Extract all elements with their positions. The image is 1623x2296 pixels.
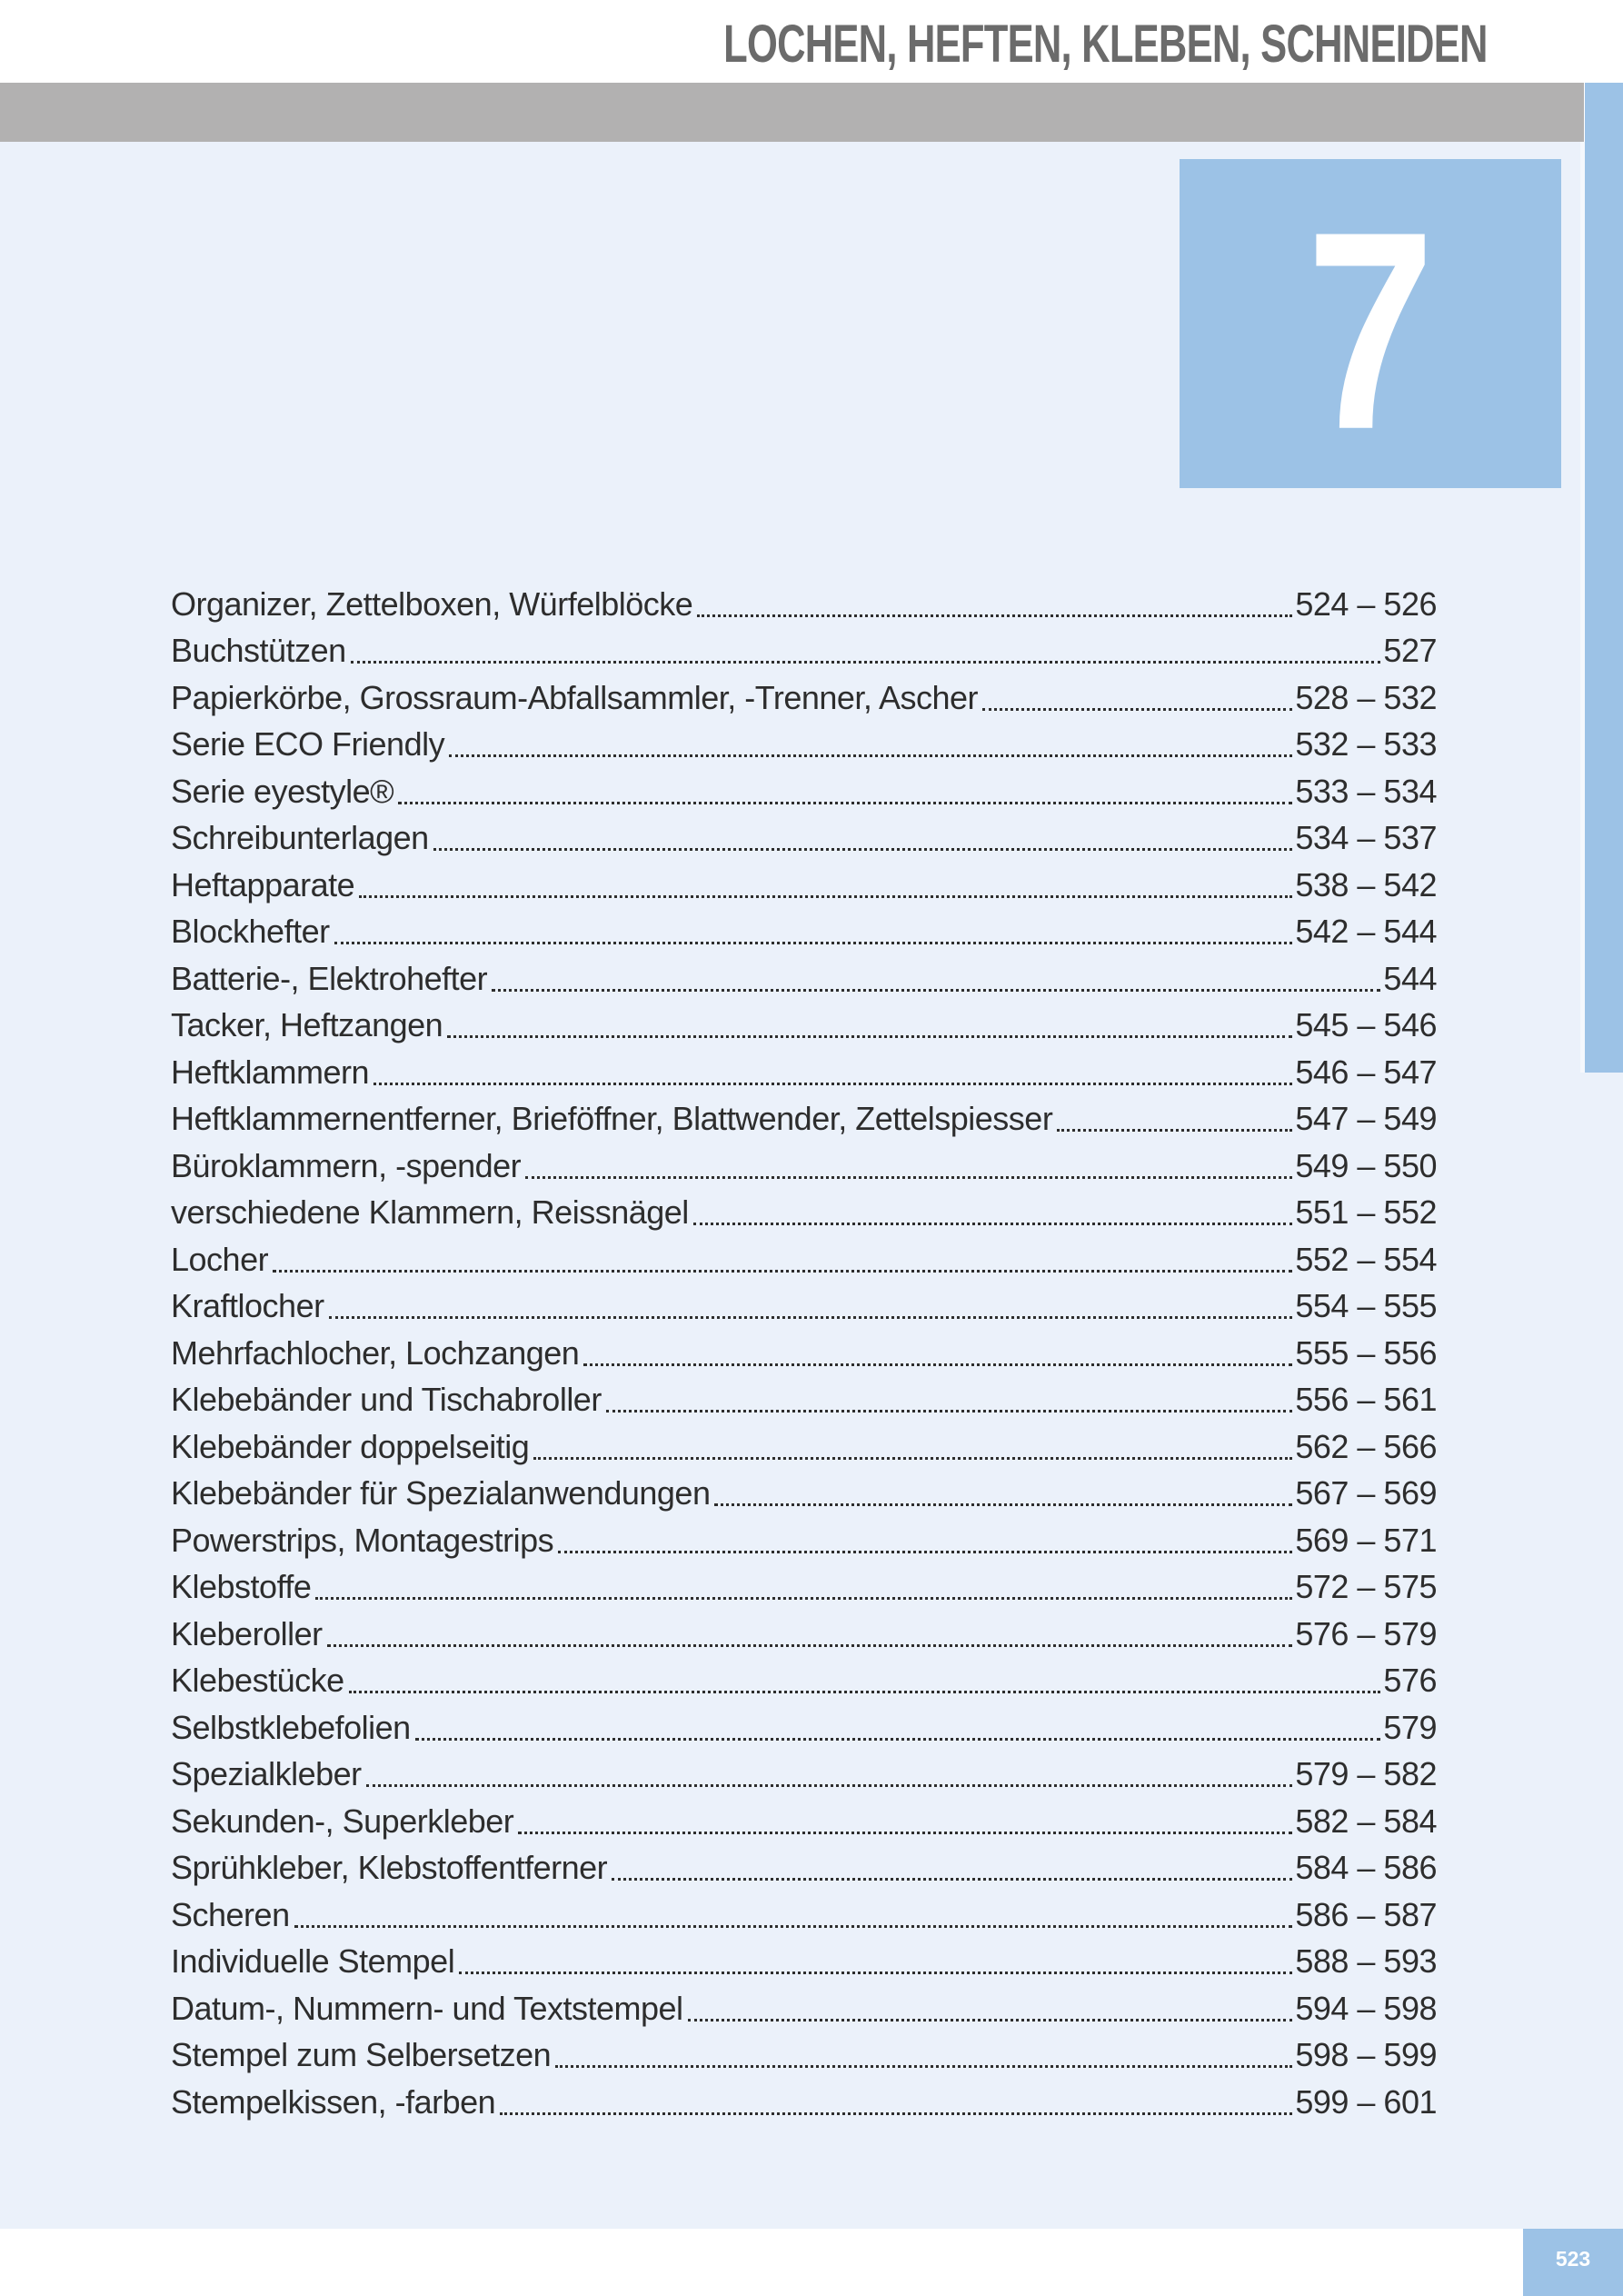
toc-entry-label: Sprühkleber, Klebstoffentferner <box>171 1849 608 1886</box>
toc-dot-leader <box>459 1972 1292 1974</box>
toc-entry-label: Schreibunterlagen <box>171 819 429 856</box>
toc-row <box>171 1749 1437 1796</box>
toc-row <box>171 1842 1437 1890</box>
toc-row <box>171 1889 1437 1936</box>
toc-entry-pages: 594 – 598 <box>1295 1989 1437 2027</box>
toc-dot-leader <box>273 1270 1292 1273</box>
toc-entry-pages: 527 <box>1383 632 1437 669</box>
toc-entry-pages: 549 – 550 <box>1295 1146 1437 1184</box>
toc-row <box>171 953 1437 1000</box>
toc-entry-pages: 555 – 556 <box>1295 1333 1437 1372</box>
toc-row <box>171 1187 1437 1234</box>
toc-dot-leader <box>525 1176 1292 1179</box>
toc-row <box>171 1046 1437 1093</box>
page-number: 523 <box>1555 2246 1591 2271</box>
toc-entry-pages: 534 – 537 <box>1295 819 1437 856</box>
toc-entry-label: Scheren <box>171 1895 290 1933</box>
toc-entry-pages: 582 – 584 <box>1295 1802 1437 1840</box>
toc-dot-leader <box>373 1083 1292 1085</box>
toc-row <box>171 2076 1437 2123</box>
toc-row <box>171 1982 1437 2030</box>
toc-entry-pages: 586 – 587 <box>1295 1895 1437 1933</box>
toc-row <box>171 1233 1437 1281</box>
toc-entry-label: Papierkörbe, Grossraum-Abfallsammler, -Trenner, Ascher <box>171 678 978 716</box>
toc-dot-leader <box>329 1316 1293 1319</box>
toc-entry-label: Klebstoffe <box>171 1568 312 1605</box>
toc-entry-pages: 544 <box>1383 959 1437 997</box>
toc-dot-leader <box>518 1832 1292 1834</box>
toc-entry-label: Individuelle Stempel <box>171 1942 455 1980</box>
toc-entry-label: Serie eyestyle® <box>171 772 394 810</box>
toc-entry-pages: 524 – 526 <box>1295 584 1437 623</box>
toc-dot-leader <box>697 614 1292 617</box>
header-rule <box>0 83 1584 142</box>
toc-entry-pages: 542 – 544 <box>1295 913 1437 950</box>
toc-dot-leader <box>447 1035 1292 1038</box>
toc-row <box>171 1655 1437 1702</box>
toc-entry-label: Büroklammern, -spender <box>171 1146 522 1184</box>
toc-entry-label: Buchstützen <box>171 632 346 669</box>
toc-row <box>171 1795 1437 1842</box>
toc-dot-leader <box>315 1597 1292 1600</box>
toc-entry-label: Stempel zum Selbersetzen <box>171 2036 552 2073</box>
toc-dot-leader <box>714 1503 1292 1506</box>
toc-entry-pages: 567 – 569 <box>1295 1474 1437 1512</box>
toc-entry-pages: 572 – 575 <box>1295 1568 1437 1605</box>
toc-dot-leader <box>398 802 1292 804</box>
toc-row <box>171 1468 1437 1515</box>
toc-entry-pages: 547 – 549 <box>1295 1100 1437 1137</box>
toc-entry-label: Batterie-, Elektrohefter <box>171 959 488 997</box>
toc-row <box>171 1936 1437 1983</box>
toc-entry-pages: 569 – 571 <box>1295 1521 1437 1559</box>
toc-dot-leader <box>449 754 1292 757</box>
toc-row <box>171 1562 1437 1609</box>
toc-entry-label: Mehrfachlocher, Lochzangen <box>171 1333 580 1372</box>
toc-dot-leader <box>583 1363 1292 1366</box>
toc-dot-leader <box>415 1738 1381 1741</box>
toc-entry-label: Blockhefter <box>171 913 330 950</box>
toc-entry-pages: 556 – 561 <box>1295 1381 1437 1418</box>
toc-row <box>171 1000 1437 1047</box>
page-number-badge <box>1523 2229 1623 2296</box>
toc-row <box>171 765 1437 813</box>
toc-row <box>171 1327 1437 1374</box>
toc-row <box>171 1702 1437 1749</box>
toc-dot-leader <box>606 1410 1293 1413</box>
toc-entry-label: Heftklammernentferner, Brieföffner, Blattwender, Zettelspiesser <box>171 1100 1053 1137</box>
toc-entry-label: Spezialkleber <box>171 1755 362 1792</box>
toc-dot-leader <box>327 1644 1293 1647</box>
toc-entry-label: Sekunden-, Superkleber <box>171 1802 514 1840</box>
toc-entry-label: Locher <box>171 1240 269 1278</box>
toc-entry-pages: 576 <box>1383 1662 1437 1699</box>
toc-entry-pages: 576 – 579 <box>1295 1614 1437 1652</box>
toc-entry-label: Klebebänder doppelseitig <box>171 1427 530 1465</box>
toc-row <box>171 2030 1437 2077</box>
toc-entry-label: verschiedene Klammern, Reissnägel <box>171 1193 689 1231</box>
toc-dot-leader <box>612 1878 1292 1881</box>
chapter-number: 7 <box>1306 172 1435 488</box>
toc-entry-pages: 562 – 566 <box>1295 1427 1437 1465</box>
toc-row <box>171 1608 1437 1655</box>
toc-entry-label: Powerstrips, Montagestrips <box>171 1521 554 1559</box>
toc-dot-leader <box>492 989 1380 992</box>
toc-dot-leader <box>359 895 1292 898</box>
toc-dot-leader <box>558 1551 1292 1553</box>
toc-entry-pages: 579 – 582 <box>1295 1755 1437 1792</box>
toc-row <box>171 1281 1437 1328</box>
toc-entry-pages: 584 – 586 <box>1295 1849 1437 1886</box>
toc-row <box>171 813 1437 860</box>
toc-entry-label: Kraftlocher <box>171 1287 324 1324</box>
toc-dot-leader <box>688 2019 1293 2021</box>
toc-row <box>171 672 1437 719</box>
toc-entry-pages: 528 – 532 <box>1295 678 1437 716</box>
toc-entry-pages: 599 – 601 <box>1295 2082 1437 2121</box>
toc-entry-pages: 588 – 593 <box>1295 1942 1437 1980</box>
toc-row <box>171 1421 1437 1468</box>
toc-entry-pages: 579 <box>1383 1708 1437 1746</box>
toc-entry-pages: 538 – 542 <box>1295 865 1437 903</box>
toc-dot-leader <box>349 1691 1381 1693</box>
toc-row <box>171 859 1437 906</box>
toc-row <box>171 578 1437 625</box>
toc-dot-leader <box>433 848 1293 851</box>
toc-entry-pages: 554 – 555 <box>1295 1287 1437 1324</box>
toc-dot-leader <box>555 2065 1292 2068</box>
toc-row <box>171 1093 1437 1141</box>
toc-entry-pages: 551 – 552 <box>1295 1193 1437 1231</box>
toc-entry-label: Stempelkissen, -farben <box>171 2082 496 2121</box>
toc-entry-pages: 545 – 546 <box>1295 1006 1437 1043</box>
toc-dot-leader <box>982 708 1292 711</box>
toc-row <box>171 625 1437 673</box>
table-of-contents <box>171 578 1437 2123</box>
toc-dot-leader <box>500 2112 1292 2115</box>
toc-entry-label: Organizer, Zettelboxen, Würfelblöcke <box>171 584 693 623</box>
toc-dot-leader <box>693 1223 1293 1225</box>
toc-entry-label: Tacker, Heftzangen <box>171 1006 443 1043</box>
toc-row <box>171 906 1437 953</box>
toc-entry-label: Klebebänder für Spezialanwendungen <box>171 1474 711 1512</box>
page-title: LOCHEN, HEFTEN, KLEBEN, SCHNEIDEN <box>723 15 1488 74</box>
toc-entry-label: Klebebänder und Tischabroller <box>171 1381 602 1418</box>
toc-entry-pages: 598 – 599 <box>1295 2036 1437 2073</box>
toc-dot-leader <box>294 1925 1293 1928</box>
toc-row <box>171 1374 1437 1422</box>
chapter-accent-bar <box>1585 83 1623 1073</box>
toc-entry-pages: 533 – 534 <box>1295 772 1437 810</box>
toc-entry-label: Datum-, Nummern- und Textstempel <box>171 1989 683 2027</box>
toc-entry-label: Kleberoller <box>171 1614 323 1652</box>
toc-entry-pages: 532 – 533 <box>1295 725 1437 763</box>
toc-entry-label: Heftklammern <box>171 1053 370 1091</box>
toc-row <box>171 1140 1437 1187</box>
toc-dot-leader <box>533 1457 1292 1460</box>
toc-entry-label: Klebestücke <box>171 1662 344 1699</box>
toc-entry-label: Heftapparate <box>171 865 355 903</box>
toc-dot-leader <box>334 942 1293 944</box>
toc-entry-label: Serie ECO Friendly <box>171 725 445 763</box>
chapter-tab <box>1180 159 1561 488</box>
toc-row <box>171 719 1437 766</box>
toc-dot-leader <box>351 661 1381 664</box>
toc-entry-label: Selbstklebefolien <box>171 1708 411 1746</box>
toc-entry-pages: 546 – 547 <box>1295 1053 1437 1091</box>
toc-dot-leader <box>1057 1129 1292 1132</box>
toc-entry-pages: 552 – 554 <box>1295 1240 1437 1278</box>
toc-dot-leader <box>366 1784 1293 1787</box>
toc-row <box>171 1514 1437 1562</box>
